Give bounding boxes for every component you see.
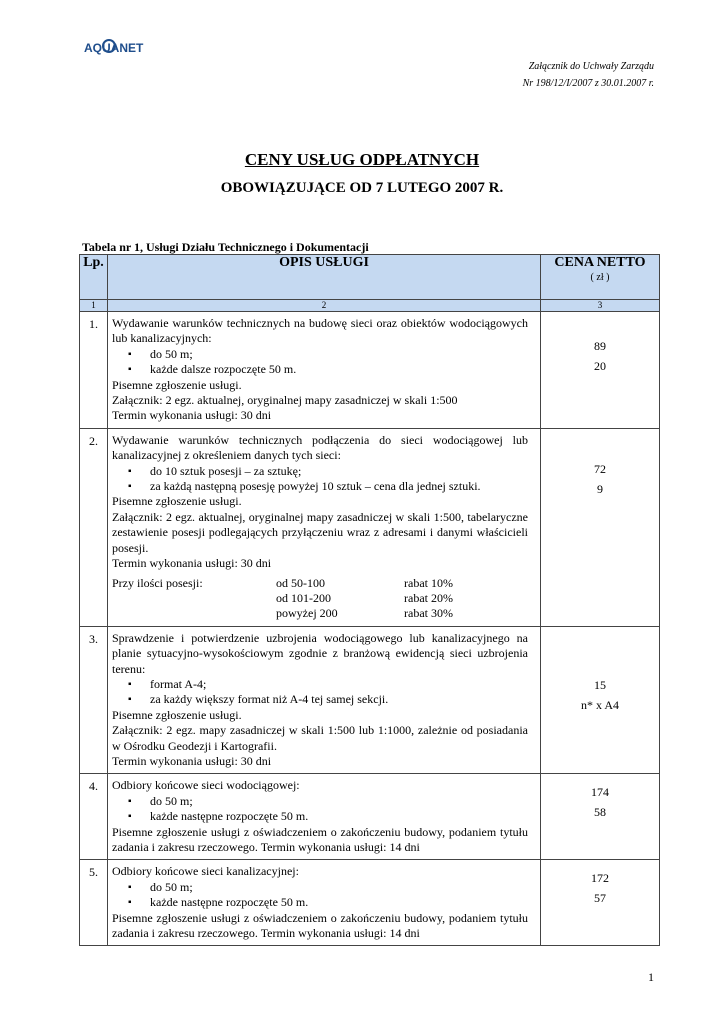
price-value: 174 xyxy=(591,785,609,800)
page-subtitle: OBOWIĄZUJĄCE OD 7 LUTEGO 2007 R. xyxy=(220,180,504,196)
service-line: Pisemne zgłoszenie usługi. xyxy=(112,494,242,509)
header-lp: Lp. xyxy=(80,255,108,300)
document-reference xyxy=(523,58,654,92)
price-value: 89 xyxy=(594,339,606,353)
bullet-item: ▪ do 50 m; xyxy=(128,347,528,362)
service-intro: Sprawdzenie i potwierdzenie uzbrojenia wodociągowego lub kanalizacyjnego na planie sytuacyjno-wysokościowym zgodnie z branżową ewidencją sieci uzbrojenia terenu: xyxy=(112,630,528,676)
service-intro: Wydawanie warunków technicznych na budowę sieci oraz obiektów wodociągowych lub kanalizacyjnych: xyxy=(112,316,528,346)
ref-line-1: Załącznik do Uchwały Zarządu xyxy=(528,61,654,72)
row-number: 5. xyxy=(80,860,108,946)
service-intro: Wydawanie warunków technicznych podłączenia do sieci wodociągowej lub kanalizacyjnej z określeniem danych tych sieci: xyxy=(112,432,528,463)
row-price xyxy=(541,774,660,860)
price-value: 72 xyxy=(594,461,606,476)
row-description xyxy=(108,860,541,946)
discount-table xyxy=(112,576,528,622)
row-description xyxy=(108,312,541,429)
service-intro: Odbiory końcowe sieci kanalizacyjnej: xyxy=(112,864,299,879)
row-description xyxy=(108,428,541,626)
col-num-3: 3 xyxy=(541,300,660,312)
ref-line-2: Nr 198/12/I/2007 z 30.01.2007 r. xyxy=(522,78,654,89)
table-row xyxy=(80,626,660,774)
price-spacer xyxy=(541,429,659,459)
discount-rate: rabat 30% xyxy=(404,606,453,621)
row-number: 1. xyxy=(80,312,108,429)
service-line: Termin wykonania usługi: 30 dni xyxy=(112,556,272,571)
table-row xyxy=(80,774,660,860)
page-title: CENY USŁUG ODPŁATNYCH xyxy=(244,150,480,169)
price-value: 57 xyxy=(594,891,606,906)
row-number: 3. xyxy=(80,626,108,774)
bullet-list xyxy=(112,794,528,825)
discount-range: od 101-200 xyxy=(276,590,331,605)
row-description xyxy=(108,774,541,860)
discount-range: od 50-100 xyxy=(276,575,325,590)
discount-range: powyżej 200 xyxy=(276,606,338,621)
bullet-item: ▪ każde następne rozpoczęte 50 m. xyxy=(128,809,528,824)
bullet-list xyxy=(112,347,528,378)
table-row xyxy=(80,860,660,946)
price-spacer xyxy=(541,860,659,868)
header-cena-label: CENA NETTO xyxy=(554,255,646,270)
row-number: 2. xyxy=(80,428,108,626)
price-value: 172 xyxy=(591,871,609,886)
bullet-list xyxy=(112,677,528,708)
service-line: Termin wykonania usługi: 30 dni xyxy=(112,753,272,768)
header-cena-unit: ( zł ) xyxy=(590,272,610,283)
service-line: Załącznik: 2 egz. mapy zasadniczej w skali 1:500 lub 1:1000, zależnie od posiadania w Ośrodku Geodezji i Kartografii. xyxy=(112,723,528,753)
row-price xyxy=(541,626,660,774)
price-value: 58 xyxy=(594,805,606,820)
table-row xyxy=(80,428,660,626)
row-price xyxy=(541,312,660,429)
service-line: Pisemne zgłoszenie usługi z oświadczeniem o zakończeniu budowy, podaniem tytułu zadania i zakresu rzeczowego. Termin wykonania usługi: 14 dni xyxy=(112,910,528,941)
service-line: Termin wykonania usługi: 30 dni xyxy=(112,408,272,423)
column-number-row xyxy=(80,300,660,312)
table-row xyxy=(80,312,660,429)
bullet-list xyxy=(112,880,528,911)
bullet-item: ▪ do 50 m; xyxy=(128,880,528,895)
price-spacer xyxy=(541,312,659,336)
bullet-list xyxy=(112,464,528,495)
price-value: 9 xyxy=(597,481,603,496)
discount-rate: rabat 10% xyxy=(404,575,453,590)
table-header-row xyxy=(80,255,660,300)
price-table xyxy=(79,254,660,946)
page-number: 1 xyxy=(648,970,654,984)
bullet-item: ▪ każde następne rozpoczęte 50 m. xyxy=(128,895,528,910)
row-price xyxy=(541,860,660,946)
service-line: Załącznik: 2 egz. aktualnej, oryginalnej mapy zasadniczej w skali 1:500, tabelaryczne zestawienie posesji podlegających przyłączeniu wraz z adresami i danymi właścicieli posesji. xyxy=(112,509,528,555)
header-cena xyxy=(541,255,660,300)
discount-label-spacer xyxy=(112,606,276,621)
col-num-2: 2 xyxy=(108,300,541,312)
aquanet-logo xyxy=(84,37,168,57)
row-number: 4. xyxy=(80,774,108,860)
discount-label-spacer xyxy=(112,591,276,606)
discount-rate: rabat 20% xyxy=(404,590,453,605)
bullet-item: ▪ za każdy większy format niż A-4 tej samej sekcji. xyxy=(128,692,528,707)
logo-text: AQUANET xyxy=(84,41,144,55)
bullet-item: ▪ do 50 m; xyxy=(128,794,528,809)
table-caption: Tabela nr 1, Usługi Działu Technicznego i Dokumentacji xyxy=(82,240,369,254)
price-spacer xyxy=(541,774,659,782)
service-intro: Odbiory końcowe sieci wodociągowej: xyxy=(112,778,300,793)
price-value: n* x A4 xyxy=(580,697,619,712)
bullet-item: ▪ każde dalsze rozpoczęte 50 m. xyxy=(128,362,528,377)
col-num-1: 1 xyxy=(80,300,108,312)
price-value: 20 xyxy=(594,359,606,373)
price-spacer xyxy=(541,627,659,675)
service-line: Pisemne zgłoszenie usługi z oświadczeniem o zakończeniu budowy, podaniem tytułu zadania i zakresu rzeczowego. Termin wykonania usługi: 14 dni xyxy=(112,824,528,854)
header-opis: OPIS USŁUGI xyxy=(108,255,541,300)
bullet-item: ▪ format A-4; xyxy=(128,677,528,692)
bullet-item: ▪ za każdą następną posesję powyżej 10 sztuk – cena dla jednej sztuki. xyxy=(128,479,528,494)
discount-label: Przy ilości posesji: xyxy=(112,575,203,590)
row-price xyxy=(541,428,660,626)
service-line: Załącznik: 2 egz. aktualnej, oryginalnej mapy zasadniczej w skali 1:500 xyxy=(112,393,458,408)
service-line: Pisemne zgłoszenie usługi. xyxy=(112,707,242,722)
service-line: Pisemne zgłoszenie usługi. xyxy=(112,377,242,392)
bullet-item: ▪ do 10 sztuk posesji – za sztukę; xyxy=(128,464,528,479)
price-value: 15 xyxy=(594,677,606,692)
row-description xyxy=(108,626,541,774)
